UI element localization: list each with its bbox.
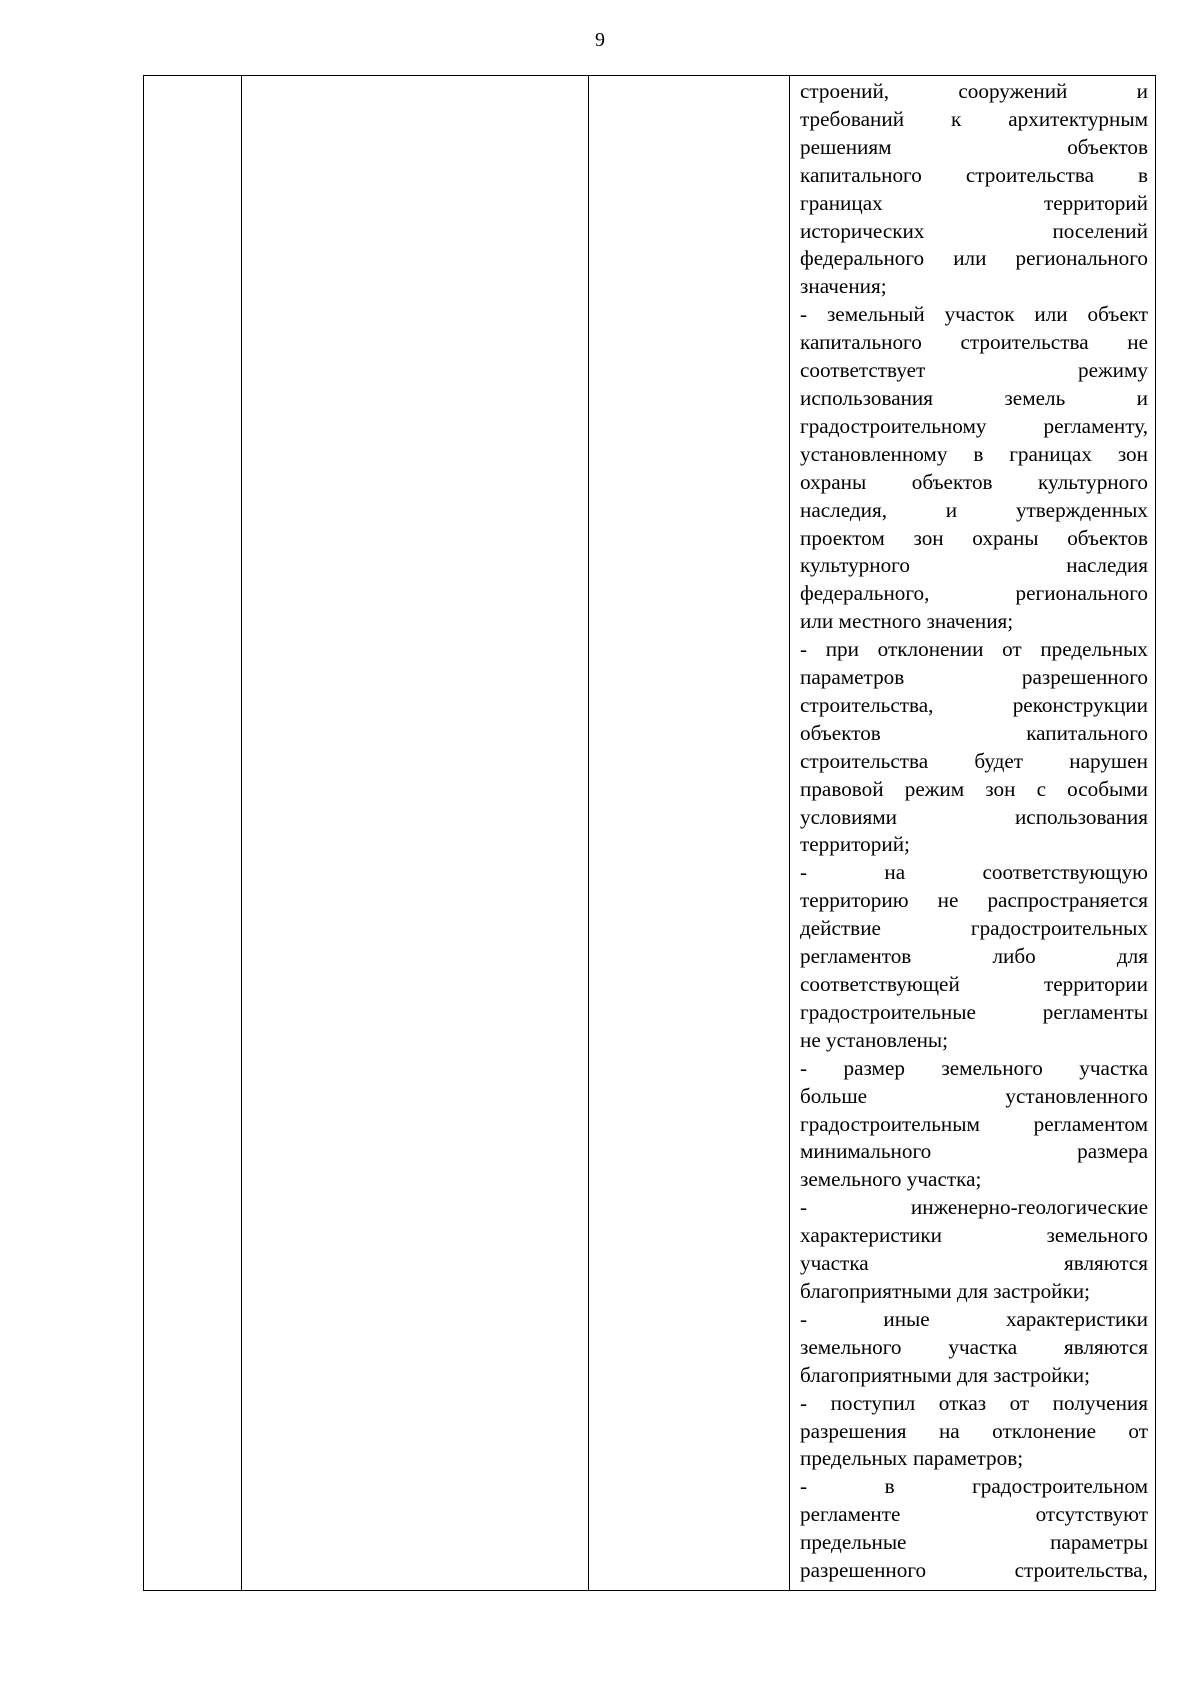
text-line: территорию не распространяется <box>800 888 1148 913</box>
text-line: градостроительным регламентом <box>800 1111 1148 1136</box>
text-line: установленному в границах зон <box>800 441 1148 466</box>
text-line: больше установленного <box>800 1083 1148 1108</box>
text-line: наследия, и утвержденных <box>800 497 1148 522</box>
table-cell-column-4 <box>790 76 1156 1591</box>
text-line: - в градостроительном <box>800 1474 1148 1499</box>
text-line: границах территорий <box>800 190 1148 215</box>
text-line: условиями использования <box>800 804 1148 829</box>
text-line: соответствует режиму <box>800 358 1148 383</box>
text-line: использования земель и <box>800 385 1148 410</box>
text-line: - инженерно-геологические <box>800 1195 1148 1220</box>
text-line: строительства, реконструкции <box>800 692 1148 717</box>
text-line: градостроительному регламенту, <box>800 413 1148 438</box>
text-line: федерального или регионального <box>800 246 1148 271</box>
text-line: разрешения на отклонение от <box>800 1418 1148 1443</box>
text-line: - размер земельного участка <box>800 1055 1148 1080</box>
text-line: - при отклонении от предельных <box>800 637 1148 662</box>
text-line: - земельный участок или объект <box>800 302 1148 327</box>
text-line: земельного участка; <box>800 1167 982 1192</box>
text-line: минимального размера <box>800 1139 1148 1164</box>
text-line: предельные параметры <box>800 1530 1148 1555</box>
text-line: регламентов либо для <box>800 944 1148 969</box>
text-line: строений, сооружений и <box>800 79 1148 103</box>
text-line: - иные характеристики <box>800 1306 1148 1331</box>
text-line: решениям объектов <box>800 134 1148 159</box>
document-table <box>143 75 1156 1591</box>
text-line: - поступил отказ от получения <box>800 1390 1148 1415</box>
table-cell-column-1 <box>144 76 242 1591</box>
text-line: предельных параметров; <box>800 1446 1024 1471</box>
text-line: участка являются <box>800 1251 1148 1276</box>
text-line: благоприятными для застройки; <box>800 1278 1091 1303</box>
text-line: или местного значения; <box>800 609 1014 634</box>
text-line: благоприятными для застройки; <box>800 1362 1091 1387</box>
text-line: параметров разрешенного <box>800 665 1148 690</box>
text-line: объектов капитального <box>800 720 1148 745</box>
text-line: значения; <box>800 274 887 299</box>
text-line: не установлены; <box>800 1027 949 1052</box>
text-line: требований к архитектурным <box>800 106 1148 131</box>
text-line: характеристики земельного <box>800 1223 1148 1248</box>
text-line: охраны объектов культурного <box>800 469 1148 494</box>
table-row <box>144 76 1156 1591</box>
text-line: исторических поселений <box>800 218 1148 243</box>
text-line: регламенте отсутствуют <box>800 1502 1148 1527</box>
text-line: территорий; <box>800 832 910 857</box>
table-cell-column-2 <box>242 76 589 1591</box>
text-line: - на соответствующую <box>800 860 1148 885</box>
text-line: градостроительные регламенты <box>800 999 1148 1024</box>
text-line: соответствующей территории <box>800 972 1148 996</box>
page-number: 9 <box>595 29 605 51</box>
text-line: проектом зон охраны объектов <box>800 525 1148 550</box>
cell-text-block <box>790 76 1155 1585</box>
text-line: земельного участка являются <box>800 1334 1148 1359</box>
text-line: культурного наследия <box>800 553 1148 578</box>
text-line: капитального строительства не <box>800 330 1148 355</box>
text-line: строительства будет нарушен <box>800 748 1148 773</box>
text-line: федерального, регионального <box>800 581 1148 606</box>
text-line: правовой режим зон с особыми <box>800 776 1148 801</box>
text-line: действие градостроительных <box>800 916 1148 941</box>
text-line: капитального строительства в <box>800 162 1148 187</box>
table-cell-column-3 <box>589 76 790 1591</box>
text-line: разрешенного строительства, <box>800 1558 1148 1583</box>
